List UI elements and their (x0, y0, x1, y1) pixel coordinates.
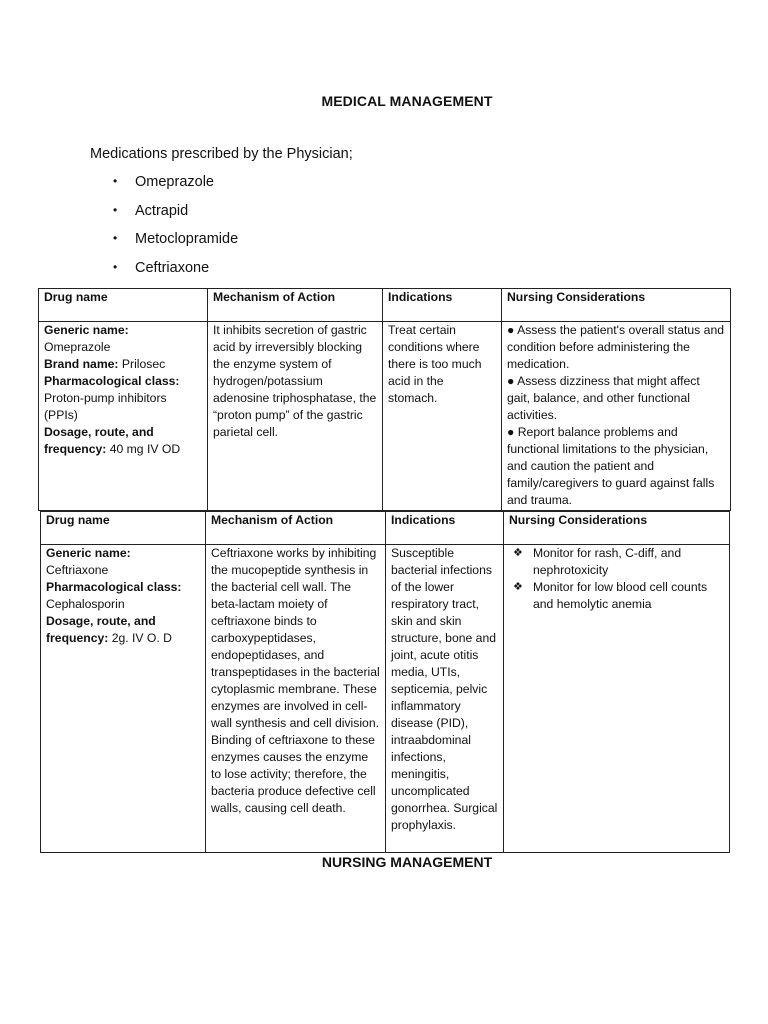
table-header-row (41, 512, 730, 545)
table-header-row (39, 289, 731, 322)
brand-name-value: Prilosec (121, 357, 166, 371)
indications-cell: Treat certain conditions where there is too much acid in the stomach. (383, 322, 502, 511)
mechanism-cell: Ceftriaxone works by inhibiting the mucopeptide synthesis in the bacterial cell wall. The beta-lactam moiety of ceftriaxone binds to carboxypeptidases, endopeptidases, and transpeptidases in the bacterial cytoplasmic membrane. These enzymes are involved in cell-wall synthesis and cell division. Binding of ceftriaxone to these enzymes causes the enzyme to lose activity; therefore, the bacteria produce defective cell walls, causing cell death. (206, 545, 386, 853)
header-nursing: Nursing Considerations (504, 512, 730, 545)
header-drug-name: Drug name (41, 512, 206, 545)
list-item: • Omeprazole (113, 174, 214, 190)
header-indications: Indications (383, 289, 502, 322)
drug-table-ceftriaxone (40, 511, 730, 853)
generic-name-value: Ceftriaxone (46, 563, 109, 577)
bullet-icon: • (113, 202, 118, 217)
drug-name-cell (41, 545, 206, 853)
diamond-bullet-icon: ❖ (513, 581, 523, 593)
bullet-icon: • (113, 259, 118, 274)
header-mechanism: Mechanism of Action (206, 512, 386, 545)
header-drug-name: Drug name (39, 289, 208, 322)
class-label: Pharmacological class: (46, 580, 182, 594)
nursing-item: ● Assess dizziness that might affect gait, balance, and other functional activities. (507, 374, 700, 422)
list-item: • Ceftriaxone (113, 259, 210, 276)
nursing-cell (502, 322, 731, 511)
indications-cell: Susceptible bacterial infections of the lower respiratory tract, skin and skin structure, bone and joint, acute otitis media, UTIs, septicemia, pelvic inflammatory disease (PID), intraabdominal infections, meningitis, uncomplicated gonorrhea. Surgical prophylaxis. (386, 545, 504, 853)
bullet-icon: • (113, 174, 118, 188)
nursing-item: ❖ Monitor for low blood cell counts and hemolytic anemia (513, 580, 708, 611)
header-nursing: Nursing Considerations (502, 289, 731, 322)
brand-name-label: Brand name: (44, 357, 119, 371)
nursing-management-title: NURSING MANAGEMENT (321, 854, 493, 870)
diamond-bullet-icon: ❖ (513, 547, 523, 559)
class-value: Proton-pump inhibitors (PPIs) (44, 391, 167, 422)
class-value: Cephalosporin (46, 597, 125, 611)
list-item: • Metoclopramide (113, 231, 239, 247)
nursing-list (509, 545, 724, 613)
table-row (41, 545, 730, 853)
header-mechanism: Mechanism of Action (208, 289, 383, 322)
list-item: • Actrapid (113, 202, 189, 219)
table-row (39, 322, 731, 511)
page-title: MEDICAL MANAGEMENT (321, 93, 493, 109)
dosage-label: Dosage, route, and frequency: (44, 425, 154, 456)
header-indications: Indications (386, 512, 504, 545)
nursing-item: ● Assess the patient's overall status and condition before administering the medication. (507, 323, 724, 371)
drug-table-omeprazole (38, 288, 731, 511)
generic-name-label: Generic name: (46, 546, 131, 560)
nursing-cell (504, 545, 730, 853)
nursing-item: ❖ Monitor for rash, C-diff, and nephrotoxicity (513, 546, 682, 577)
generic-name-value: Omeprazole (44, 340, 111, 354)
drug-name-cell (39, 322, 208, 511)
dosage-value: 2g. IV O. D (111, 631, 172, 645)
dosage-value: 40 mg IV OD (109, 442, 181, 456)
generic-name-label: Generic name: (44, 323, 129, 337)
bullet-icon: • (113, 231, 118, 245)
mechanism-cell: It inhibits secretion of gastric acid by irreversibly blocking the enzyme system of hydrogen/potassium adenosine triphosphatase, the “proton pump” of the gastric parietal cell. (208, 322, 383, 511)
medication-list (108, 174, 238, 288)
medications-intro: Medications prescribed by the Physician; (90, 146, 353, 162)
nursing-item: ● Report balance problems and functional limitations to the physician, and caution the patient and family/caregivers to guard against falls and trauma. (507, 425, 715, 507)
class-label: Pharmacological class: (44, 374, 180, 388)
dosage-label: Dosage, route, and frequency: (46, 614, 156, 645)
